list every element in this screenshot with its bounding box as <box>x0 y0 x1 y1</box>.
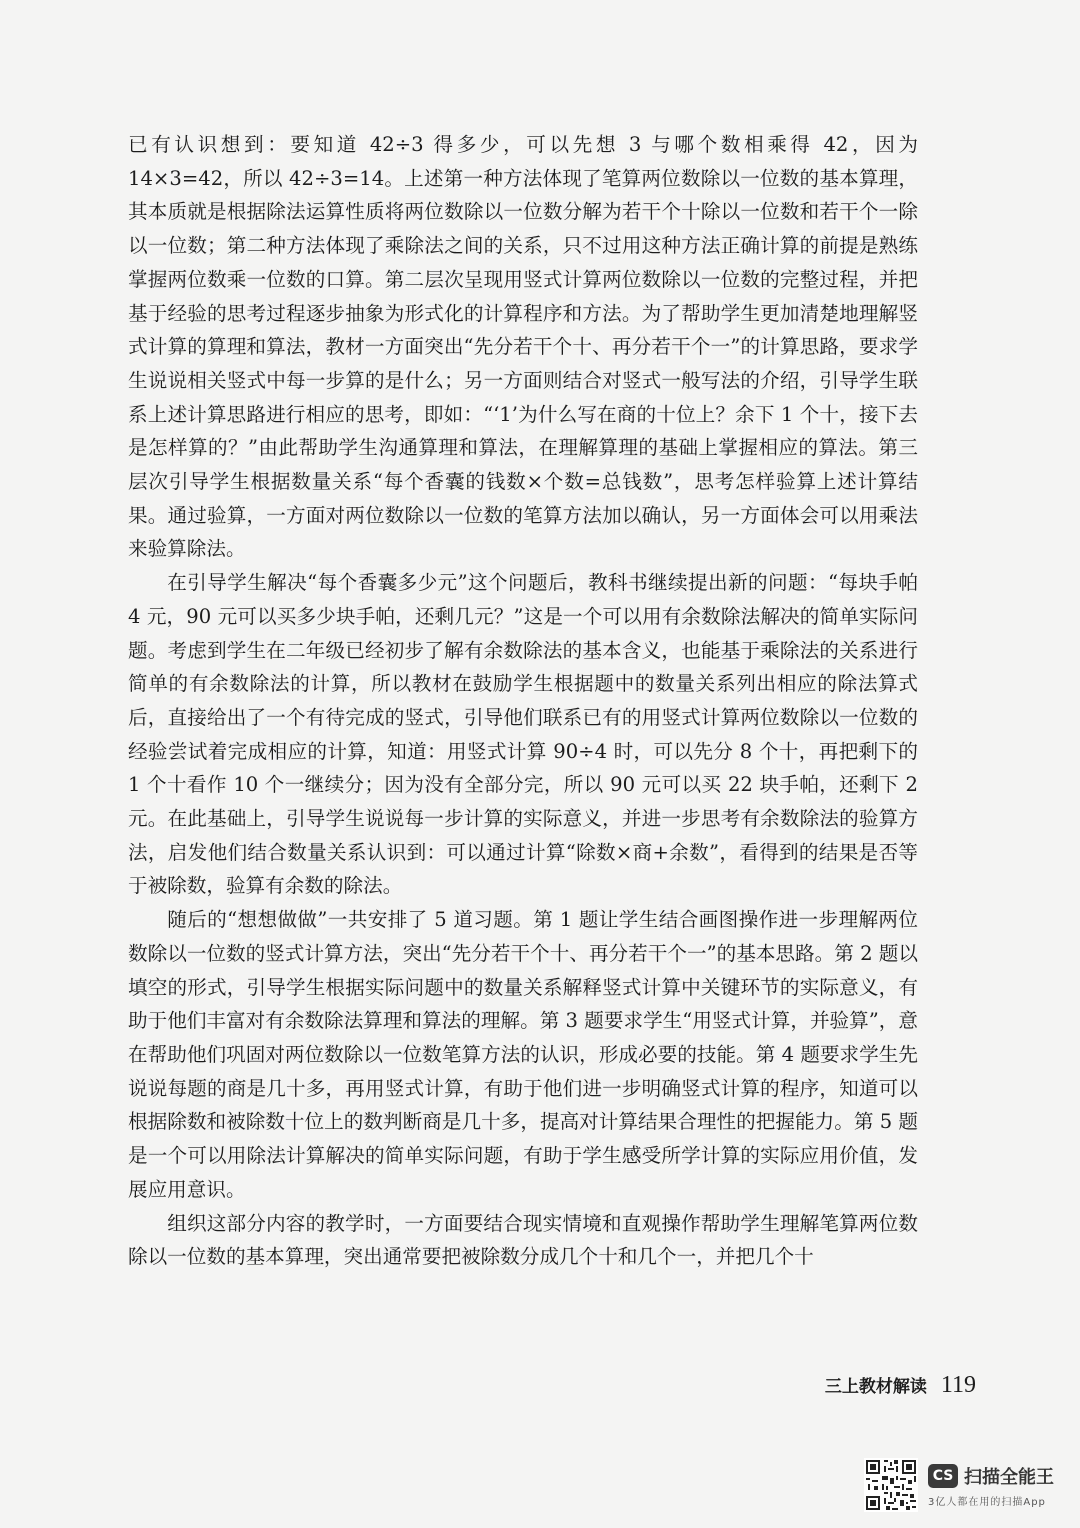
page-body <box>128 128 918 1274</box>
brand-tagline: 3亿人都在用的扫描App <box>928 1496 1046 1508</box>
scanner-watermark <box>864 1458 1054 1512</box>
page-footer <box>825 1372 976 1399</box>
paragraph-1: 已有认识想到：要知道 42÷3 得多少，可以先想 3 与哪个数相乘得 42，因为 14×3=42，所以 42÷3=14。上述第一种方法体现了笔算两位数除以一位数的基本算理，其本质就是根据除法运算性质将两位数除以一位数分解为若干个十除以一位数和若干个一除以一位数；第二种方法体现了乘除法之间的关系，只不过用这种方法正确计算的前提是熟练掌握两位数乘一位数的口算。第二层次呈现用竖式计算两位数除以一位数的完整过程，并把基于经验的思考过程逐步抽象为形式化的计算程序和方法。为了帮助学生更加清楚地理解竖式计算的算理和算法，教材一方面突出“先分若干个十、再分若干个一”的计算思路，要求学生说说相关竖式中每一步算的是什么；另一方面则结合对竖式一般写法的介绍，引导学生联系上述计算思路进行相应的思考，即如：“‘1’为什么写在商的十位上？余下 1 个十，接下去是怎样算的？”由此帮助学生沟通算理和算法，在理解算理的基础上掌握相应的算法。第三层次引导学生根据数量关系“每个香囊的钱数×个数=总钱数”，思考怎样验算上述计算结果。通过验算，一方面对两位数除以一位数的笔算方法加以确认，另一方面体会可以用乘法来验算除法。 <box>128 133 918 561</box>
page-number: 119 <box>940 1372 976 1398</box>
brand-name: 扫描全能王 <box>964 1466 1054 1488</box>
brand-row <box>928 1463 1054 1489</box>
running-footer-label: 三上教材解读 <box>824 1377 927 1397</box>
paragraph-2: 在引导学生解决“每个香囊多少元”这个问题后，教科书继续提出新的问题：“每块手帕 4 元，90 元可以买多少块手帕，还剩几元？”这是一个可以用有余数除法解决的简单实际问题。考虑到学生在二年级已经初步了解有余数除法的基本含义，也能基于乘除法的关系进行简单的有余数除法的计算，所以教材在鼓励学生根据题中的数量关系列出相应的除法算式后，直接给出了一个有待完成的竖式，引导他们联系已有的用竖式计算两位数除以一位数的经验尝试着完成相应的计算，知道：用竖式计算 90÷4 时，可以先分 8 个十，再把剩下的 1 个十看作 10 个一继续分；因为没有全部分完，所以 90 元可以买 22 块手帕，还剩下 2 元。在此基础上，引导学生说说每一步计算的实际意义，并进一步思考有余数除法的验算方法，启发他们结合数量关系认识到：可以通过计算“除数×商+余数”，看得到的结果是否等于被除数，验算有余数的除法。 <box>128 571 918 898</box>
scanner-brand <box>928 1463 1054 1508</box>
qr-code-icon <box>864 1458 918 1512</box>
paragraph-4: 组织这部分内容的教学时，一方面要结合现实情境和直观操作帮助学生理解笔算两位数除以一位数的基本算理，突出通常要把被除数分成几个十和几个一，并把几个十 <box>128 1211 918 1269</box>
paragraph-3: 随后的“想想做做”一共安排了 5 道习题。第 1 题让学生结合画图操作进一步理解两位数除以一位数的竖式计算方法，突出“先分若干个十、再分若干个一”的基本思路。第 2 题以填空的形式，引导学生根据实际问题中的数量关系解释竖式计算中关键环节的实际意义，有助于他们丰富对有余数除法算理和算法的理解。第 3 题要求学生“用竖式计算，并验算”，意在帮助他们巩固对两位数除以一位数笔算方法的认识，形成必要的技能。第 4 题要求学生先说说每题的商是几十多，再用竖式计算，有助于他们进一步明确竖式计算的程序，知道可以根据除数和被除数十位上的数判断商是几十多，提高对计算结果合理性的把握能力。第 5 题是一个可以用除法计算解决的简单实际问题，有助于学生感受所学计算的实际应用价值，发展应用意识。 <box>128 908 918 1201</box>
camscanner-logo-icon: CS <box>928 1464 958 1488</box>
